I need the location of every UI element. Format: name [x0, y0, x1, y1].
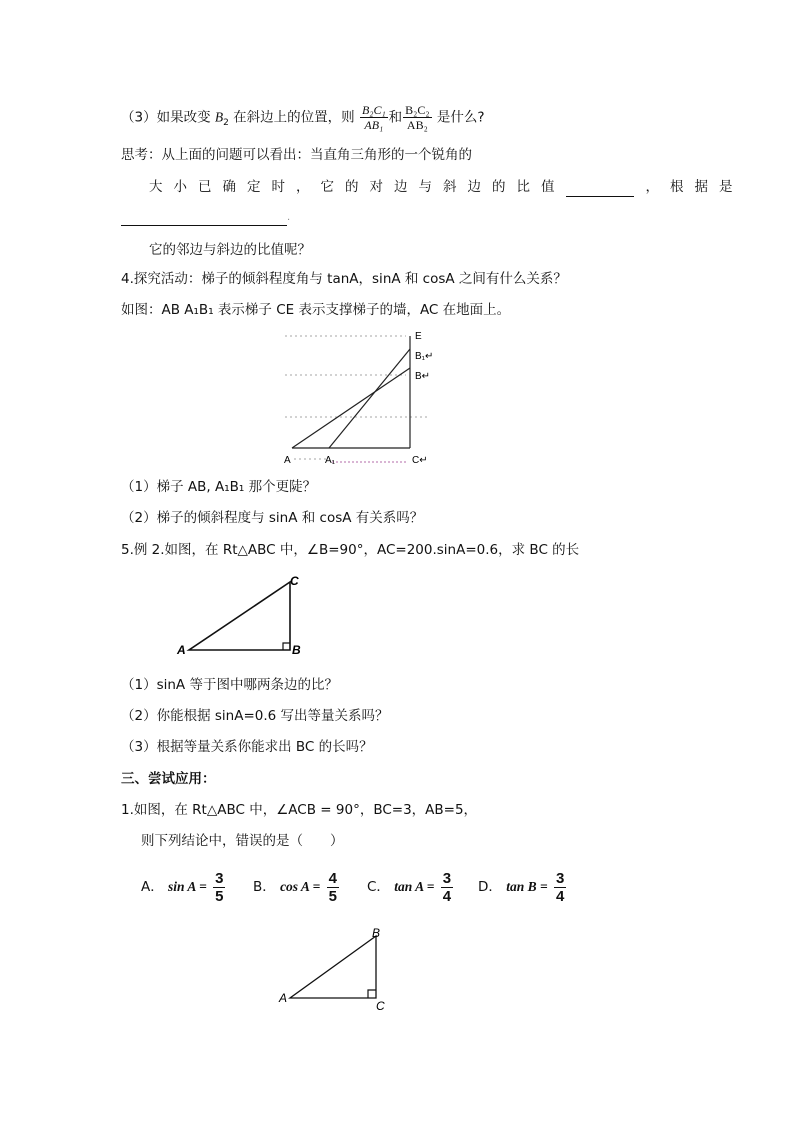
- option-b-fraction: [327, 870, 339, 905]
- options-row: [141, 866, 611, 908]
- think-line2: [149, 178, 744, 197]
- frac2-num: B₂C₂: [405, 103, 430, 117]
- option-a-fn: sin A =: [168, 879, 207, 894]
- think-line3: [121, 207, 290, 227]
- label-c: C: [376, 999, 385, 1013]
- question-3: [121, 103, 485, 132]
- option-c-label: C．: [367, 879, 390, 895]
- option-b-fn: cos A =: [280, 879, 321, 894]
- option-d[interactable]: [478, 866, 568, 908]
- section3-p2: 则下列结论中，错误的是（ ）: [141, 833, 344, 849]
- section4-desc: 如图：AB A₁B₁ 表示梯子 CE 表示支撑梯子的墙，AC 在地面上。: [121, 302, 511, 318]
- frac1-num: B₂C₁: [361, 103, 386, 117]
- frac2-den: AB₂: [406, 118, 428, 132]
- option-b-den: 5: [328, 887, 337, 905]
- option-d-fraction: [554, 870, 566, 905]
- triangle-acb: [290, 936, 376, 998]
- option-d-label: D．: [478, 879, 502, 895]
- think-line4: 它的邻边与斜边的比值呢？: [149, 242, 311, 258]
- option-a-den: 5: [215, 887, 224, 905]
- option-d-den: 4: [555, 887, 565, 905]
- option-d-num: 3: [555, 869, 565, 887]
- label-c: C↵: [412, 455, 428, 466]
- think-line3-end: .: [287, 212, 291, 223]
- fraction-b2c2-ab2: [403, 103, 431, 132]
- option-a[interactable]: [141, 866, 227, 908]
- label-b: B↵: [415, 371, 431, 382]
- label-b: B: [292, 643, 301, 657]
- section5-title: 5.例 2.如图，在 Rt△ABC 中，∠B=90°，AC=200.sinA=0.6，求 BC 的长: [121, 542, 580, 558]
- option-b-label: B．: [253, 879, 276, 895]
- label-e: E: [415, 331, 422, 342]
- ladder-figure: [282, 326, 442, 468]
- section5-q1: （1）sinA 等于图中哪两条边的比？: [121, 677, 338, 693]
- q3-suffix: 是什么?: [432, 109, 485, 126]
- label-a: A: [284, 455, 291, 466]
- answer-blank-2[interactable]: [121, 207, 287, 226]
- option-c-num: 3: [442, 869, 452, 887]
- frac1-den: AB₁: [364, 118, 384, 132]
- think-line1: 思考：从上面的问题可以看出：当直角三角形的一个锐角的: [121, 147, 472, 163]
- right-angle-mark: [368, 990, 376, 998]
- fraction-b2c1-ab1: [360, 103, 388, 132]
- q3-mid: 在斜边上的位置，则: [228, 109, 359, 126]
- label-a: A: [177, 643, 186, 657]
- section3-p1: 1.如图，在 Rt△ABC 中，∠ACB = 90°，BC=3，AB=5，: [121, 802, 478, 818]
- section4-q2: （2）梯子的倾斜程度与 sinA 和 cosA 有关系吗？: [121, 510, 424, 526]
- option-b[interactable]: [253, 866, 341, 908]
- think-line2a: 大小已确定时，它的对边与斜边的比值: [149, 179, 566, 195]
- q3-b2-sub: 2: [223, 118, 229, 129]
- section5-q3: （3）根据等量关系你能求出 BC 的长吗？: [121, 739, 373, 755]
- label-c: C: [290, 574, 299, 588]
- q3-prefix: （3）如果改变: [121, 109, 215, 126]
- triangle-acb-figure: [276, 922, 396, 1014]
- label-a: A: [279, 991, 288, 1005]
- right-angle-mark: [283, 643, 290, 650]
- ladder-ab: [292, 368, 410, 448]
- label-b1: B₁↵: [415, 351, 434, 362]
- q3-and: 和: [388, 109, 403, 126]
- label-b: B: [372, 926, 381, 940]
- option-b-num: 4: [328, 869, 337, 887]
- triangle-abc: [189, 582, 290, 650]
- q3-b2: B: [214, 109, 224, 125]
- option-c-den: 4: [442, 887, 452, 905]
- option-c-fn: tan A =: [394, 879, 435, 894]
- think-line2b: ，根据是: [645, 179, 744, 195]
- label-a1: A₁: [325, 455, 336, 466]
- option-c-fraction: [441, 870, 453, 905]
- option-c[interactable]: [367, 866, 455, 908]
- option-a-num: 3: [215, 869, 224, 887]
- triangle-abc-figure: [175, 570, 310, 662]
- section3-heading: 三、尝试应用：: [121, 771, 216, 787]
- section4-title: 4.探究活动：梯子的倾斜程度角与 tanA，sinA 和 cosA 之间有什么关系？: [121, 271, 567, 287]
- option-d-fn: tan B =: [506, 879, 548, 894]
- section5-q2: （2）你能根据 sinA=0.6 写出等量关系吗？: [121, 708, 389, 724]
- section4-q1: （1）梯子 AB, A₁B₁ 那个更陡？: [121, 479, 317, 495]
- option-a-label: A．: [141, 879, 164, 895]
- option-a-fraction: [213, 870, 225, 905]
- answer-blank-1[interactable]: [566, 178, 634, 197]
- ladder-a1b1: [329, 349, 410, 448]
